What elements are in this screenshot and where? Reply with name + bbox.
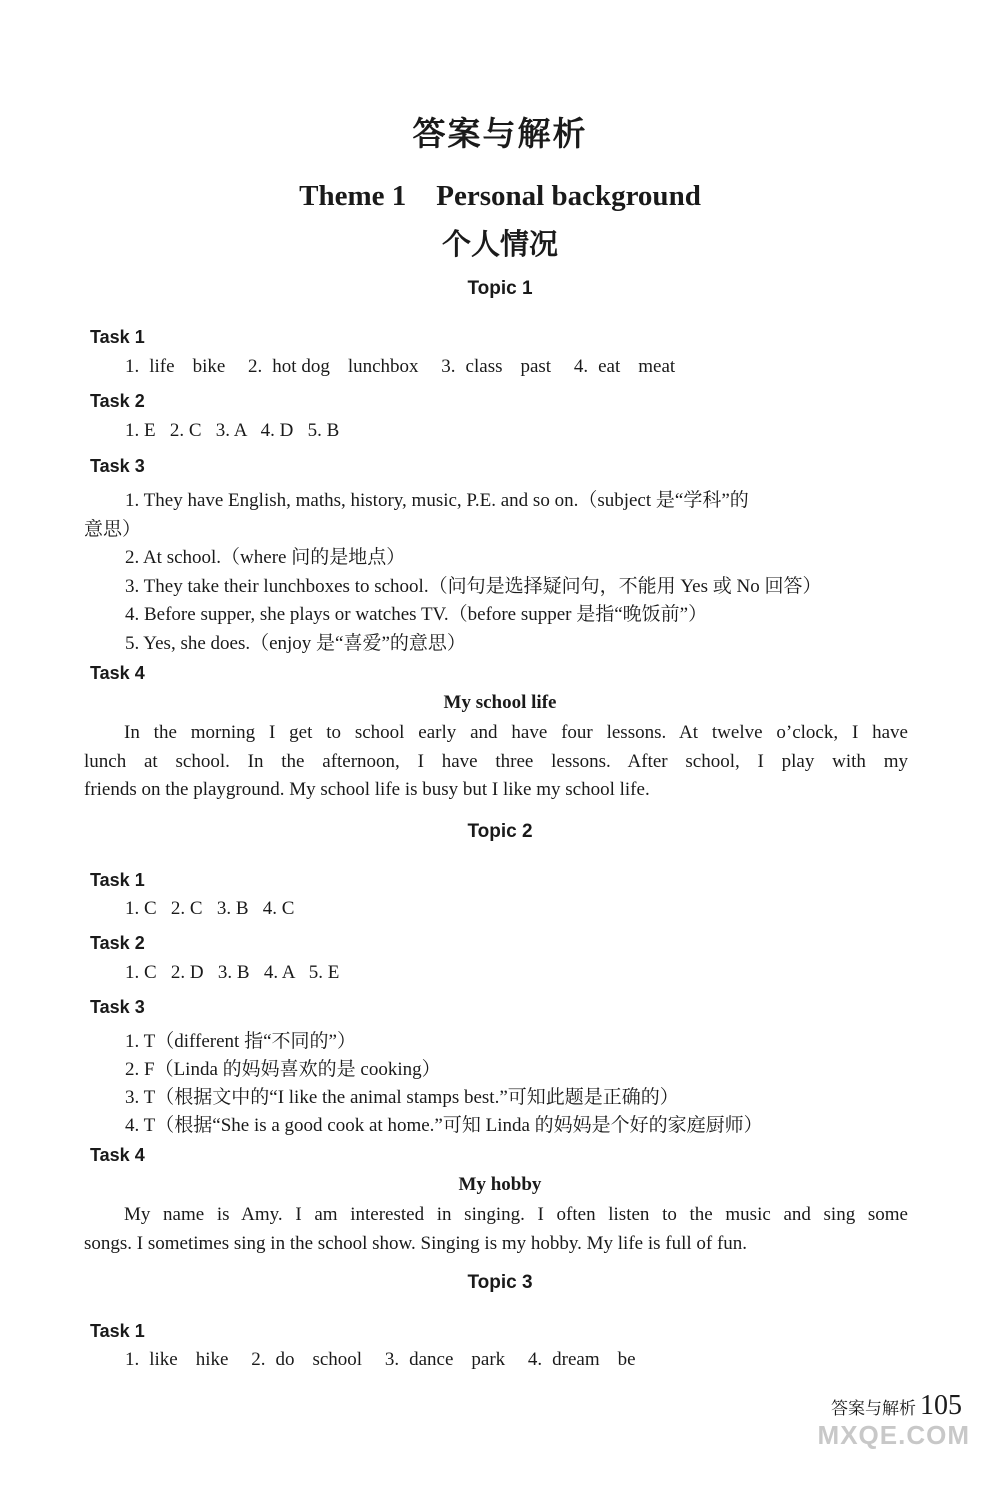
answer-line: 4. Before supper, she plays or watches TV.（before supper 是指“晚饭前”）: [125, 604, 708, 625]
item-number: 2.: [251, 1349, 266, 1370]
answer-word: bike: [192, 356, 226, 377]
answer-line: 4. T（根据“She is a good cook at home.”可知 Linda 的妈妈是个好的家庭厨师）: [125, 1115, 763, 1136]
answer-line: 3. T（根据文中的“I like the animal stamps best.”可知此题是正确的）: [125, 1087, 679, 1108]
answer-word: dream: [552, 1349, 600, 1370]
essay-title: My hobby: [458, 1174, 542, 1195]
answer-item: [125, 1349, 228, 1370]
essay-title: My school life: [443, 692, 557, 713]
topic2-task1-label: Task 1: [90, 870, 145, 890]
theme-title: Personal background: [436, 180, 701, 212]
answer-word: dance: [409, 1349, 454, 1370]
watermark: MXQE.COM: [817, 1420, 970, 1450]
answer-line: 3. They take their lunchboxes to school.（问句是选择疑问句，不能用 Yes 或 No 回答）: [125, 576, 822, 597]
essay-text: In the morning I get to school early and have four lessons. At twelve o’clock, I have: [124, 722, 908, 743]
answer-line: 2. At school.（where 问的是地点）: [125, 547, 406, 568]
topic2-task2-answers: 1. C 2. D 3. B 4. A 5. E: [125, 962, 340, 983]
item-number: 3.: [384, 1349, 400, 1370]
item-number: 1.: [125, 356, 140, 377]
answer-word: hike: [195, 1349, 229, 1370]
answer-line: 1. T（different 指“不同的”）: [125, 1031, 356, 1052]
answer-word: eat: [598, 356, 621, 377]
answer-line: 1. They have English, maths, history, music, P.E. and so on.（subject 是“学科”的: [125, 490, 749, 511]
topic-3-heading: Topic 3: [467, 1272, 533, 1293]
answer-word: be: [617, 1349, 636, 1370]
page-number: 105: [920, 1390, 962, 1421]
topic-1-heading: Topic 1: [467, 278, 533, 299]
essay-line: [84, 1201, 908, 1230]
item-number: 4.: [527, 1349, 543, 1370]
answer-word: hot dog: [272, 356, 330, 377]
answer-word: lunchbox: [347, 356, 419, 377]
topic2-task2-label: Task 2: [90, 933, 145, 953]
answer-item: [574, 356, 675, 377]
answer-word: do: [275, 1349, 295, 1370]
footer-section: 答案与解析: [831, 1399, 916, 1418]
answer-line: 2. F（Linda 的妈妈喜欢的是 cooking）: [125, 1059, 441, 1080]
answer-item: [385, 1349, 505, 1370]
answer-word: park: [471, 1349, 506, 1370]
essay-line: songs. I sometimes sing in the school show. Singing is my hobby. My life is full of fun.: [84, 1233, 748, 1254]
essay-line: lunch at school. In the afternoon, I have three lessons. After school, I play with my: [84, 751, 908, 772]
theme-heading: [0, 180, 1000, 213]
item-number: 1.: [125, 1349, 140, 1370]
topic1-task3-label: Task 3: [90, 456, 145, 476]
item-number: 3.: [441, 356, 456, 377]
page-footer: [831, 1390, 962, 1422]
item-number: 4.: [573, 356, 589, 377]
topic1-task1-label: Task 1: [90, 327, 145, 347]
essay-line: [84, 719, 908, 748]
topic1-task1-answers: [125, 356, 693, 378]
topic3-task1-label: Task 1: [90, 1321, 145, 1341]
essay-text: My name is Amy. I am interested in singing. I often listen to the music and sing some: [124, 1204, 908, 1225]
answer-word: class: [465, 356, 503, 377]
item-number: 2.: [248, 356, 263, 377]
theme-heading-cn: 个人情况: [441, 229, 558, 261]
answer-item: [251, 1349, 362, 1370]
answer-word: like: [149, 1349, 178, 1370]
topic1-task4-label: Task 4: [90, 663, 145, 683]
topic-2-heading: Topic 2: [467, 821, 533, 842]
topic1-task2-answers: 1. E 2. C 3. A 4. D 5. B: [125, 420, 340, 441]
answer-item: [248, 356, 419, 377]
answer-word: meat: [638, 356, 676, 377]
topic3-task1-answers: [125, 1349, 654, 1371]
answer-line-cont: 意思）: [84, 519, 142, 540]
essay-line: friends on the playground. My school life is busy but I like my school life.: [84, 779, 650, 800]
topic2-task1-answers: 1. C 2. C 3. B 4. C: [125, 898, 295, 919]
answer-line: 5. Yes, she does.（enjoy 是“喜爱”的意思）: [125, 633, 466, 654]
answer-item: [441, 356, 551, 377]
answer-word: life: [149, 356, 175, 377]
answer-word: past: [520, 356, 552, 377]
topic1-task2-label: Task 2: [90, 391, 145, 411]
topic2-task3-label: Task 3: [90, 997, 145, 1017]
page-title: 答案与解析: [412, 117, 588, 153]
topic2-task4-label: Task 4: [90, 1145, 145, 1165]
theme-number: Theme 1: [299, 180, 407, 212]
answer-item: [528, 1349, 636, 1370]
answer-word: school: [312, 1349, 363, 1370]
answer-item: [125, 356, 225, 377]
